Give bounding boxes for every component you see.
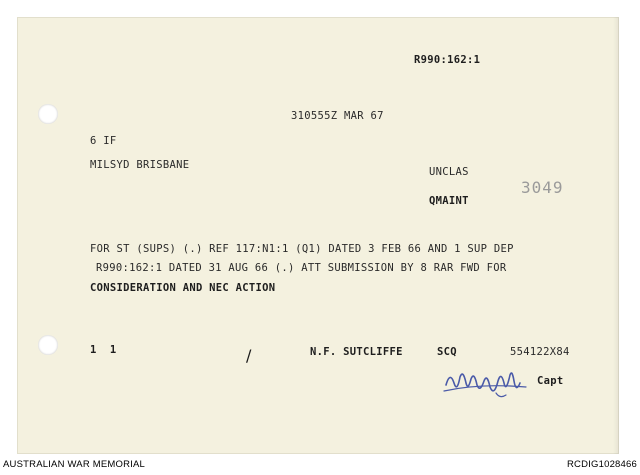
archive-caption-right: RCDIG1028466 (567, 459, 637, 470)
signature-rank: Capt (537, 375, 564, 387)
classification: UNCLAS (429, 166, 469, 178)
body-line-2: R990:162:1 DATED 31 AUG 66 (.) ATT SUBMISSION BY 8 RAR FWD FOR (96, 262, 507, 274)
stamp-number: 3049 (521, 178, 564, 197)
handwritten-signature (440, 363, 550, 403)
date-time-group: 310555Z MAR 67 (291, 110, 384, 122)
pen-mark: / (246, 346, 252, 365)
body-line-1: FOR ST (SUPS) (.) REF 117:N1:1 (Q1) DATED 3 FEB 66 AND 1 SUP DEP (90, 243, 514, 255)
precedence: 6 IF (90, 135, 117, 147)
punch-hole-top (38, 104, 58, 124)
paper-edge-shade (613, 17, 619, 454)
archive-caption-left: AUSTRALIAN WAR MEMORIAL (3, 459, 146, 470)
signatory-role: SCQ (437, 346, 457, 358)
punch-hole-bottom (38, 335, 58, 355)
copy-count: 1 1 (90, 344, 117, 356)
signatory-number: 554122X84 (510, 346, 570, 358)
branch: QMAINT (429, 195, 469, 207)
file-reference: R990:162:1 (414, 54, 481, 66)
signatory-name: N.F. SUTCLIFFE (310, 346, 403, 358)
body-line-3: CONSIDERATION AND NEC ACTION (90, 282, 276, 294)
addressee: MILSYD BRISBANE (90, 159, 190, 171)
